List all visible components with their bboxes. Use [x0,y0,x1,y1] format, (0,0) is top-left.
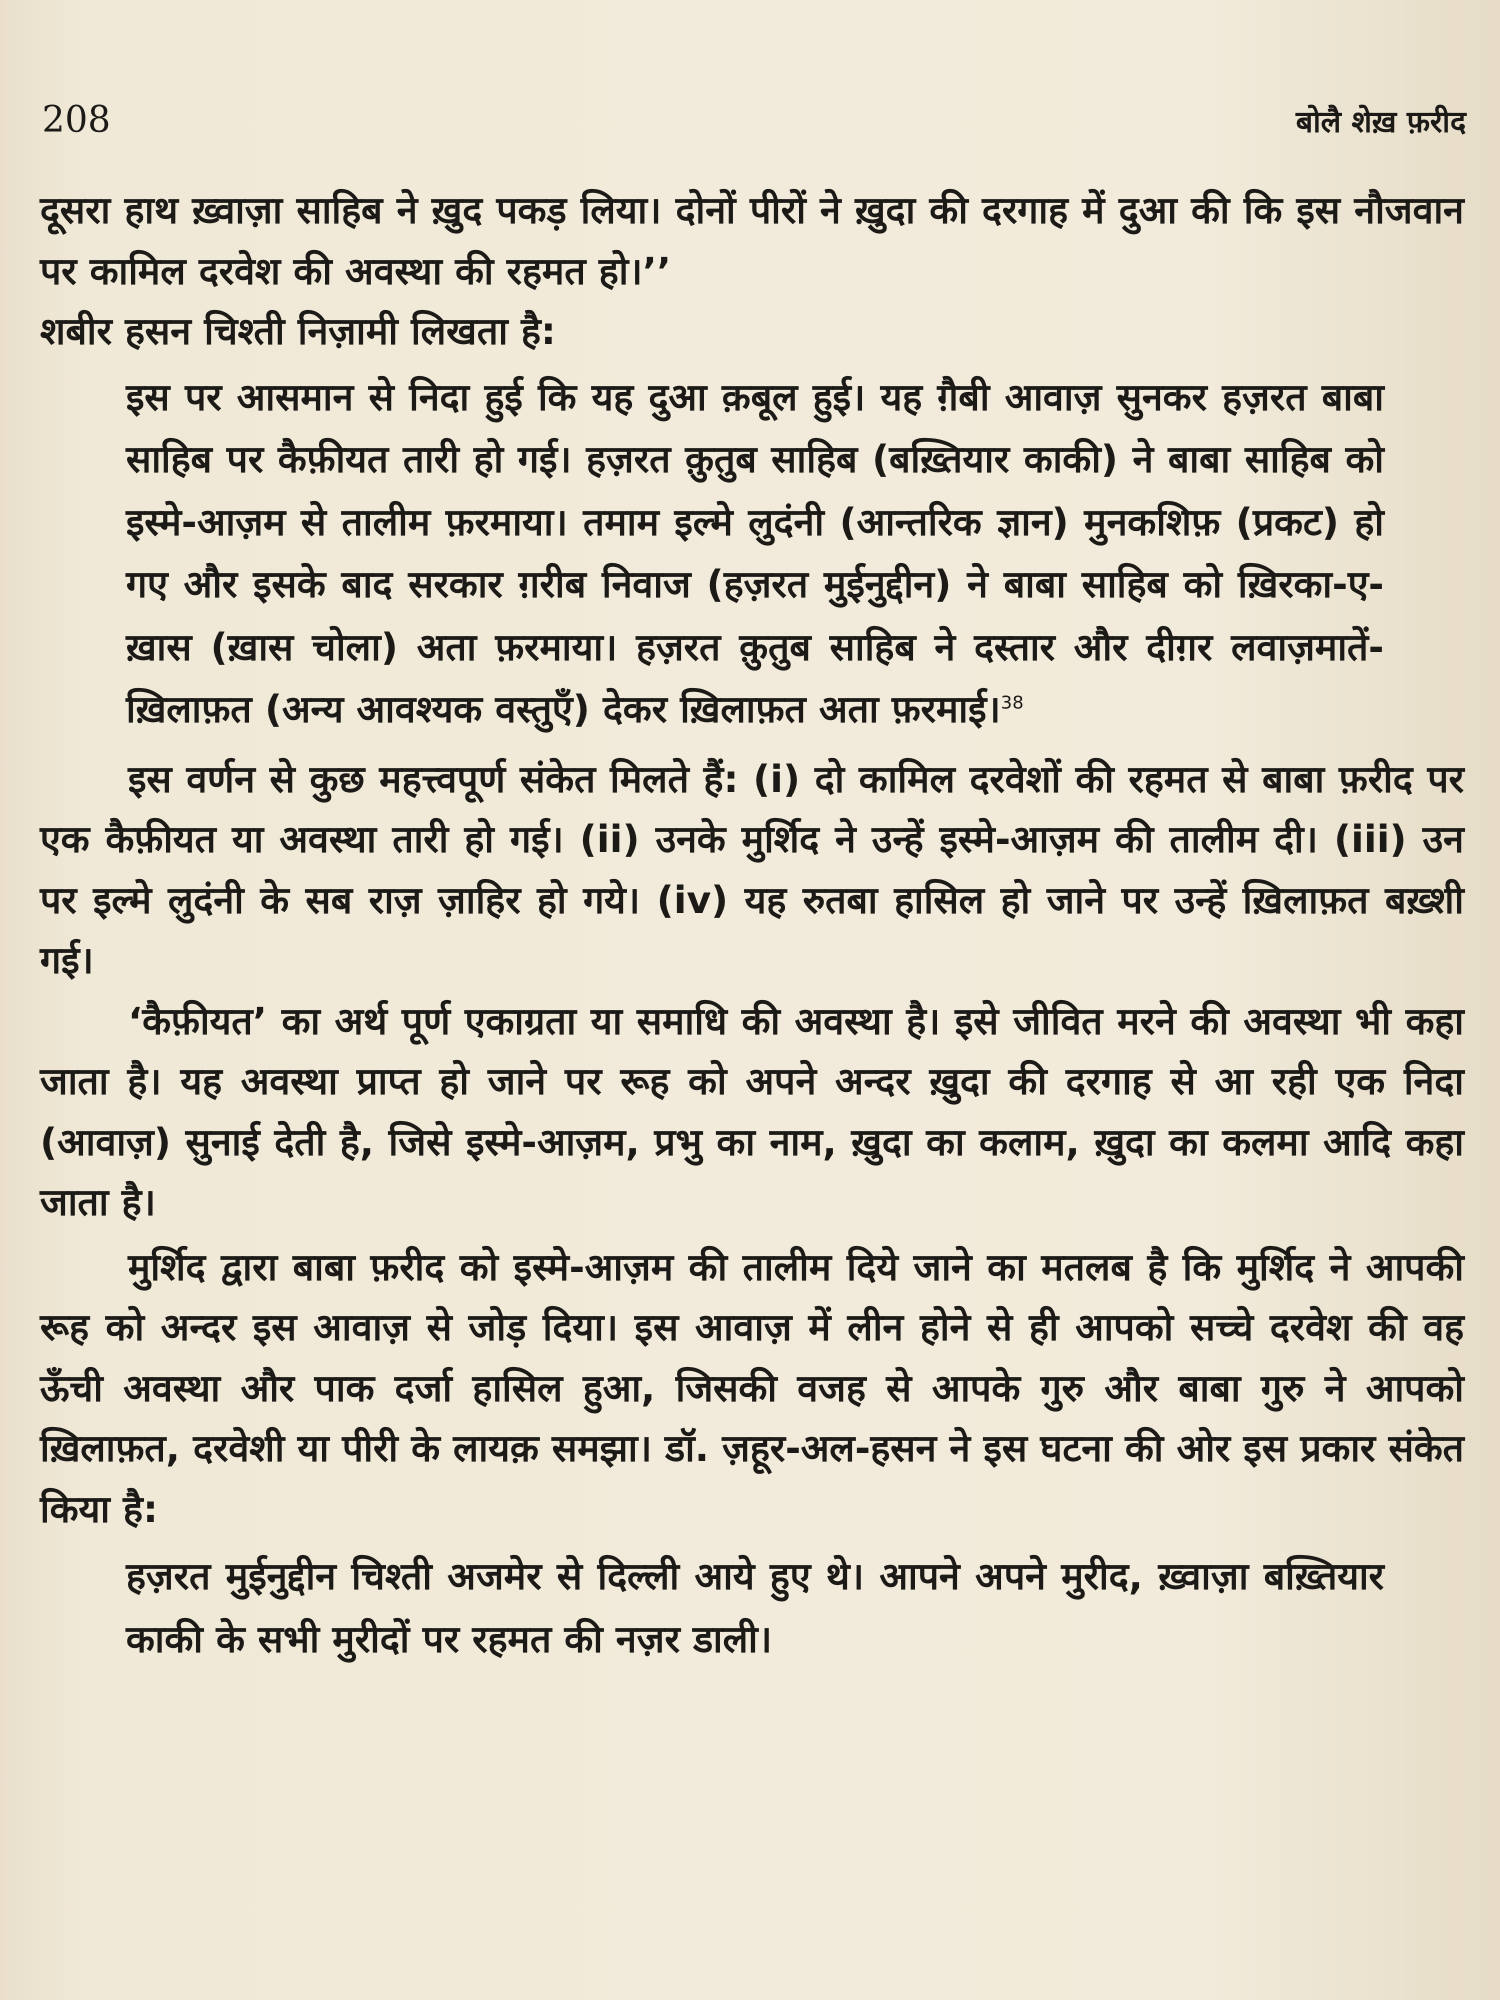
running-title: बोलै शेख़ फ़रीद [1295,105,1466,140]
block-quote-second: हज़रत मुईनुद्दीन चिश्ती अजमेर से दिल्ली आये हुए थे। आपने अपने मुरीद, ख़्वाज़ा बख़्तियार काकी के सभी मुरीदों पर रहमत की नज़र डाली। [126,1554,1384,1661]
block-quote [126,366,1384,741]
quote-intro: शबीर हसन चिश्ती निज़ामी लिखता है: [40,309,556,353]
page-header [42,100,1466,150]
paragraph-kaifiyat: ‘कैफ़ीयत’ का अर्थ पूर्ण एकाग्रता या समाधि की अवस्था है। इसे जीवित मरने की अवस्था भी कहा जाता है। यह अवस्था प्राप्त हो जाने पर रूह को अपने अन्दर ख़ुदा की दरगाह से आ रही एक निदा (आवाज़) सुनाई देती है, जिसे इस्मे-आज़म, प्रभु का नाम, ख़ुदा का कलाम, ख़ुदा का कलमा आदि कहा जाता है। [40,998,1464,1224]
paragraph-continuation: दूसरा हाथ ख़्वाज़ा साहिब ने ख़ुद पकड़ लिया। दोनों पीरों ने ख़ुदा की दरगाह में दुआ की कि इस नौजवान पर कामिल दरवेश की अवस्था की रहमत हो।’’ [40,188,1464,293]
block-quote-text: इस पर आसमान से निदा हुई कि यह दुआ क़बूल हुई। यह ग़ैबी आवाज़ सुनकर हज़रत बाबा साहिब पर कैफ़ीयत तारी हो गई। हज़रत क़ुतुब साहिब (बख़्तियार काकी) ने बाबा साहिब को इस्मे-आज़म से तालीम फ़रमाया। तमाम इल्मे लुदंनी (आन्तरिक ज्ञान) मुनकशिफ़ (प्रकट) हो गए और इसके बाद सरकार ग़रीब निवाज (हज़रत मुईनुद्दीन) ने बाबा साहिब को ख़िरका-ए-ख़ास (ख़ास चोला) अता फ़रमाया। हज़रत क़ुतुब साहिब ने दस्तार और दीग़र लवाज़मातें-ख़िलाफ़त (अन्य आवश्यक वस्तुएँ) देकर ख़िलाफ़त अता फ़रमाई। [126,374,1384,731]
page-number: 208 [42,100,111,141]
paragraph-murshid: मुर्शिद द्वारा बाबा फ़रीद को इस्मे-आज़म की तालीम दिये जाने का मतलब है कि मुर्शिद ने आपकी रूह को अन्दर इस आवाज़ से जोड़ दिया। इस आवाज़ में लीन होने से ही आपको सच्चे दरवेश की वह ऊँची अवस्था और पाक दर्जा हासिल हुआ, जिसकी वजह से आपके गुरु और बाबा गुरु ने आपको ख़िलाफ़त, दरवेशी या पीरी के लायक़ समझा। डॉ. ज़हूर-अल-हसन ने इस घटना की ओर इस प्रकार संकेत किया है: [40,1244,1464,1531]
footnote-reference: 38 [1000,692,1024,714]
paragraph-analysis: इस वर्णन से कुछ महत्त्वपूर्ण संकेत मिलते हैं: (i) दो कामिल दरवेशों की रहमत से बाबा फ़रीद पर एक कैफ़ीयत या अवस्था तारी हो गई। (ii) उनके मुर्शिद ने उन्हें इस्मे-आज़म की तालीम दी। (iii) उन पर इल्मे लुदंनी के सब राज़ ज़ाहिर हो गये। (iv) यह रुतबा हासिल हो जाने पर उन्हें ख़िलाफ़त बख़्शी गई। [40,756,1464,982]
body-text [40,180,1464,1678]
